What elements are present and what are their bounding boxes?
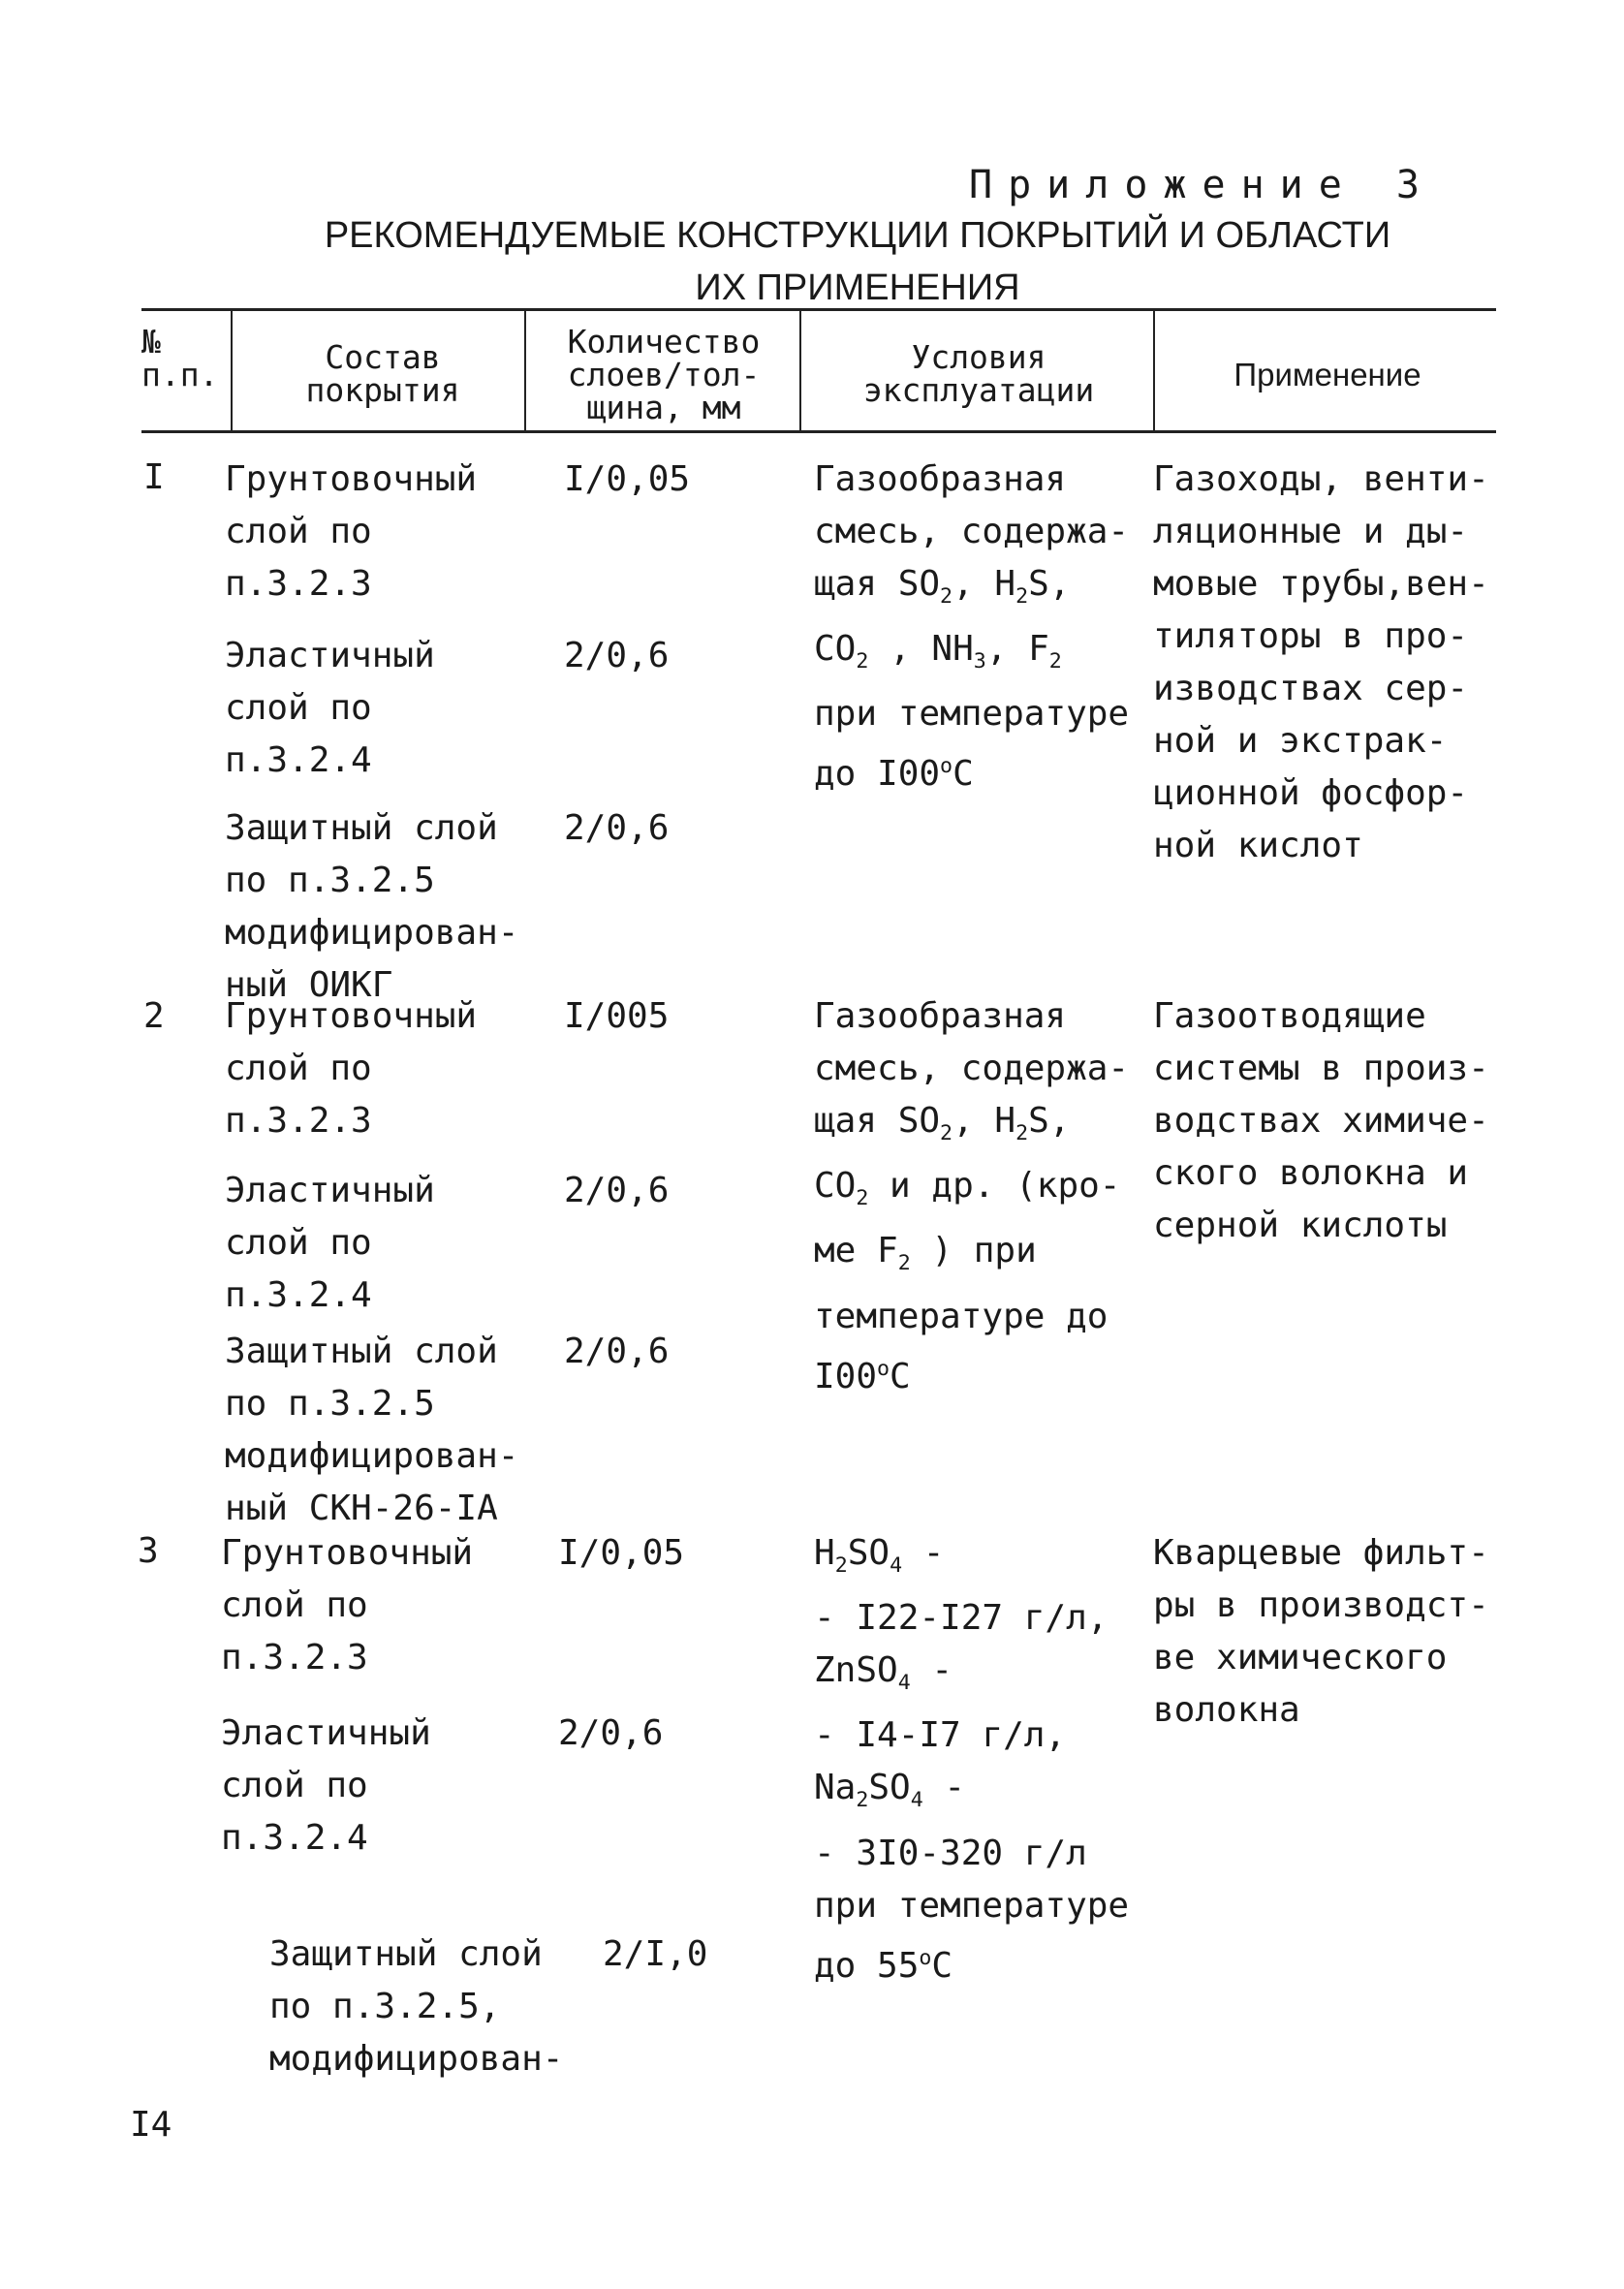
page-title: РЕКОМЕНДУЕМЫЕ КОНСТРУКЦИИ ПОКРЫТИЙ И ОБЛАСТИ [324,215,1391,256]
composition-cell: Грунтовочный слой по п.3.2.3 [221,1533,474,1678]
composition-cell: Эластичный слой по п.3.2.4 [221,1713,431,1858]
row-number: I [143,457,165,497]
composition-cell: Защитный слой по п.3.2.5, модифицирован- [269,1934,564,2079]
thickness-cell: 2/0,6 [564,1332,670,1371]
column-divider [524,310,526,430]
composition-cell: Защитный слой по п.3.2.5 модифицирован- ный ОИКГ [225,808,519,1005]
page-title-line2: ИХ ПРИМЕНЕНИЯ [695,267,1020,308]
conditions-cell: Газообразная смесь, содержа- щая $SO_2$, $H_2S$, $CO_2$ и др. (кро- ме $F_2$ ) при температуре до I00$^o$C [814,996,1130,1396]
composition-cell: Защитный слой по п.3.2.5 модифицирован- ный СКН-26-IА [225,1332,519,1528]
column-divider [1153,310,1155,430]
column-divider [799,310,801,430]
thickness-cell: 2/0,6 [564,1171,670,1210]
row-number: 3 [138,1531,159,1571]
page-number: I4 [130,2105,172,2145]
application-cell: Газоходы, венти- ляционные и ды- мовые трубы,вен- тиляторы в про- изводствах сер- ной и экстрак- ционной фосфор- ной кислот [1153,459,1489,865]
thickness-cell: 2/0,6 [564,808,670,848]
application-cell: Газоотводящие системы в произ- водствах химиче- ского волокна и серной кислоты [1153,996,1489,1245]
thickness-cell: 2/0,6 [558,1713,664,1753]
column-header-number: № п.п. [141,323,219,393]
table-top-rule [141,308,1496,311]
thickness-cell: I/005 [564,996,670,1036]
composition-cell: Эластичный слой по п.3.2.4 [225,636,435,780]
column-divider [231,310,233,430]
table-header-bottom-rule [141,430,1496,433]
thickness-cell: 2/0,6 [564,636,670,675]
composition-cell: Грунтовочный слой по п.3.2.3 [225,996,478,1141]
appendix-label: Приложение 3 [969,163,1435,207]
column-header-thickness: Количество слоев/тол- щина, мм [567,323,761,426]
column-header-conditions: Условия эксплуатации [862,338,1095,409]
conditions-cell: Газообразная смесь, содержа- щая $SO_2$, $H_2S$, $CO_2$ , $NH_3$, $F_2$ при температуре до I00$^o$C [814,459,1130,795]
conditions-cell: $H_2SO_4$ - - I22-I27 г/л, ZnSO$_4$ - - I4-I7 г/л, $Na_2SO_4$ - - 3I0-320 г/л при температуре до 55$^o$C [814,1533,1130,1986]
composition-cell: Грунтовочный слой по п.3.2.3 [225,459,478,604]
thickness-cell: I/0,05 [564,459,691,499]
column-header-composition: Состав покрытия [305,338,460,409]
thickness-cell: 2/I,0 [603,1934,708,1974]
column-header-application: Применение [1234,357,1421,392]
application-cell: Кварцевые фильт- ры в производст- ве химического волокна [1153,1533,1489,1730]
row-number: 2 [143,996,165,1036]
composition-cell: Эластичный слой по п.3.2.4 [225,1171,435,1315]
thickness-cell: I/0,05 [558,1533,685,1573]
